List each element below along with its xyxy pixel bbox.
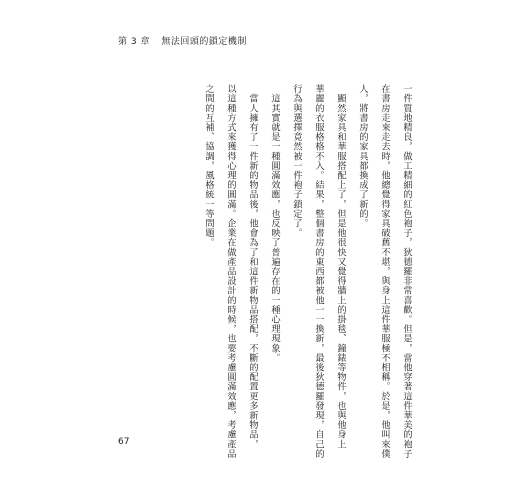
text-column: 這其實就是一種圓滿效應，也反映了普遍存在的一種心理現象。 [269, 84, 280, 363]
page-number: 67 [118, 437, 130, 447]
text-column: 在書房走來走去時，他總覺得家具破舊不堪，與身上這件華服極不相稱。於是，他叫來僕 [379, 84, 390, 459]
text-column: 顯然家具和華服搭配上了，但是他很快又覺得牆上的掛毯、鐘錶等物件，也與他身上 [335, 84, 346, 449]
text-column: 華麗的衣服格格不入。結果，整個書房的東西都被他一一換新，最後狄德羅發現，自己的 [313, 84, 324, 459]
vertical-text-block [190, 84, 412, 459]
text-column: 人，將書房的家具都換成了新的。 [357, 84, 368, 228]
text-column: 一件質地精良，做工精細的紅色袍子，狄德羅非常喜歡。但是，當他穿著這件華美的袍子 [401, 84, 412, 459]
running-header [118, 34, 247, 47]
text-column: 之間的互補、協調，風格統一等問題。 [203, 84, 214, 248]
text-column: 行為與選擇竟然被一件袍子鎖定了。 [291, 84, 302, 238]
chapter-number: 第 3 章 [118, 37, 150, 47]
chapter-title: 無法回頭的鎖定機制 [161, 37, 247, 47]
text-column: 當人擁有了一件新的物品後，他會為了和這件新物品搭配，不斷的配置更多新物品， [247, 84, 258, 449]
text-column: 以這種方式來獲得心理的圓滿。企業在做產品設計的時候，也要考慮圓滿效應，考慮產品 [225, 84, 236, 459]
